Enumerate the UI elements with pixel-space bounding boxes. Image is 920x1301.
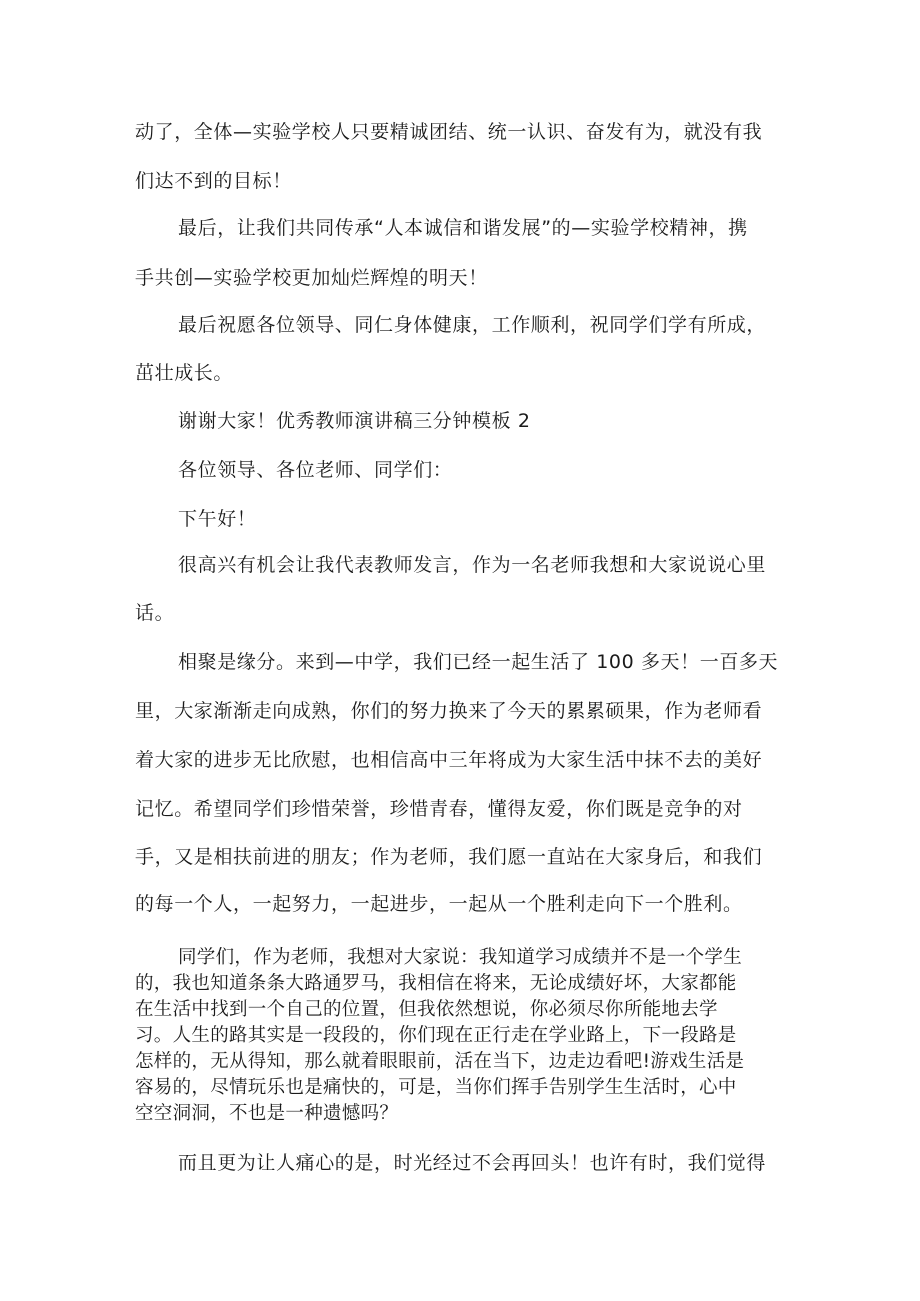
line-text: 同学们，作为老师，我想对大家说：我知道学习成绩并不是一个学生: [178, 947, 743, 968]
line-text: 着大家的进步无比欣慰，也相信高中三年将成为大家生活中抹不去的美好: [135, 749, 763, 771]
line-text: 容易的，尽情玩乐也是痛快的，可是，当你们挥手告别学生生活时，心中: [135, 1077, 737, 1098]
line-text: 手共创—实验学校更加灿烂辉煌的明天！: [135, 267, 488, 289]
line-text: 很高兴有机会让我代表教师发言，作为一名老师我想和大家说说心里: [178, 554, 767, 576]
text-line: [0, 169, 920, 193]
text-line: [0, 553, 920, 577]
line-text: 习。人生的路其实是一段段的，你们现在正行走在学业路上，下一段路是: [135, 1025, 737, 1046]
text-line: [0, 601, 920, 625]
text-line: [0, 748, 920, 772]
line-text: 在生活中找到一个自己的位置，但我依然想说，你必须尽你所能地去学: [135, 999, 718, 1020]
text-line: [0, 1102, 920, 1126]
text-line: [0, 650, 920, 674]
text-line: [0, 409, 920, 433]
line-text: 的每一个人，一起努力，一起进步，一起从一个胜利走向下一个胜利。: [135, 893, 743, 915]
line-text: 最后祝愿各位领导、同仁身体健康，工作顺利，祝同学们学有所成，: [178, 314, 767, 336]
line-text: 里，大家渐渐走向成熟，你们的努力换来了今天的累累硕果，作为老师看: [135, 700, 763, 722]
text-line: [0, 1050, 920, 1074]
text-line: [0, 699, 920, 723]
line-text: 话。: [135, 602, 175, 624]
section-heading: 谢谢大家！优秀教师演讲稿三分钟模板 2: [178, 410, 531, 432]
text-line: [0, 1151, 920, 1175]
line-text: 空空洞洞，不也是一种遗憾吗？: [135, 1103, 399, 1124]
line-text: 最后，让我们共同传承“人本诚信和谐发展”的—实验学校精神，携: [178, 217, 748, 239]
text-line: [0, 892, 920, 916]
greeting: 下午好！: [178, 508, 257, 530]
line-text: 的，我也知道条条大路通罗马，我相信在将来，无论成绩好坏，大家都能: [135, 973, 737, 994]
line-text: 们达不到的目标！: [135, 170, 292, 192]
text-line: [0, 845, 920, 869]
text-line: [0, 313, 920, 337]
line-text: 手，又是相扶前进的朋友；作为老师，我们愿一直站在大家身后，和我们: [135, 846, 763, 868]
text-line: [0, 797, 920, 821]
text-line: [0, 1024, 920, 1048]
line-text: 怎样的，无从得知，那么就着眼眼前，活在当下，边走边看吧!游戏生活是: [135, 1051, 745, 1072]
text-line: [0, 458, 920, 482]
text-line: [0, 361, 920, 385]
text-line: [0, 216, 920, 240]
text-line: [0, 972, 920, 996]
line-text: 记忆。希望同学们珍惜荣誉，珍惜青春，懂得友爱，你们既是竞争的对: [135, 798, 743, 820]
salutation: 各位领导、各位老师、同学们：: [178, 459, 453, 481]
text-line: [0, 946, 920, 970]
text-line: [0, 507, 920, 531]
text-line: [0, 1076, 920, 1100]
text-line: [0, 266, 920, 290]
line-text: 动了，全体—实验学校人只要精诚团结、统一认识、奋发有为，就没有我: [135, 121, 763, 143]
line-text: 茁壮成长。: [135, 362, 234, 384]
text-line: [0, 998, 920, 1022]
line-text: 相聚是缘分。来到—中学，我们已经一起生活了 100 多天！一百多天: [178, 651, 779, 673]
text-line: [0, 120, 920, 144]
line-text: 而且更为让人痛心的是，时光经过不会再回头！也许有时，我们觉得: [178, 1152, 767, 1174]
